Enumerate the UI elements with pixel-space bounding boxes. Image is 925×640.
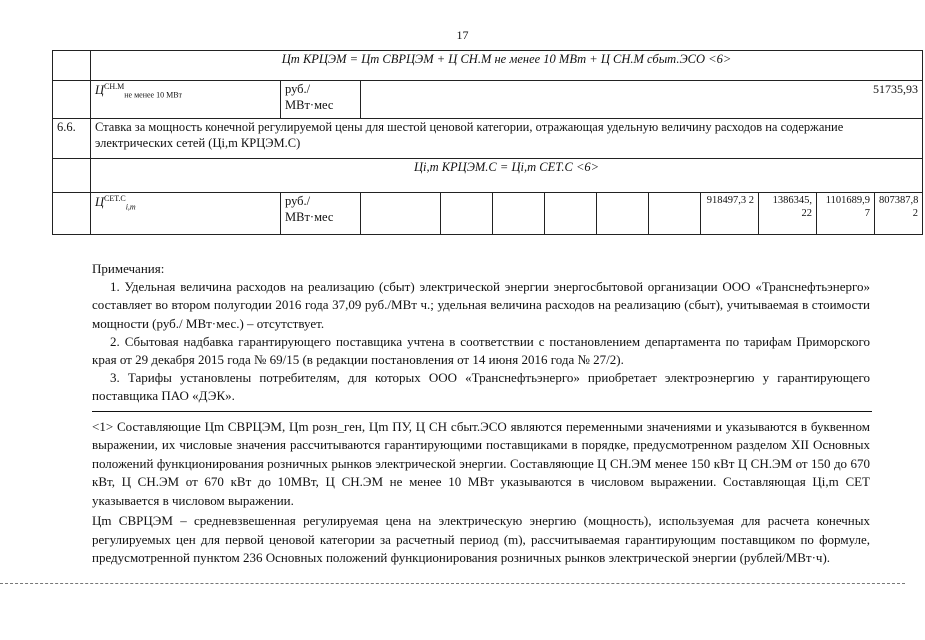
page-number: 17 <box>456 28 469 42</box>
value-cell: 1386345, 22 <box>759 193 817 235</box>
tariff-table <box>52 50 923 235</box>
empty-cell <box>493 193 545 235</box>
row-number-empty <box>53 159 91 193</box>
footnote-svrcem: Цm СВРЦЭМ – средневзвешенная регулируемая цена на электрическую энергию (мощность), используемая для расчета конечных регулируемых цен для первой ценовой категории за расчетный период (m), рассчитываемая гарантирующим поставщиком по формуле, предусмотренной пунктом 236 Основных положений функционирования розничных рынков электрической энергии (рублей/МВт·ч). <box>92 513 870 566</box>
footnotes-section <box>92 418 870 570</box>
note-item: 3. Тарифы установлены потребителям, для которых ООО «Транснефтьэнерго» приобретает электроэнергию у гарантирующего поставщика ПАО «ДЭК». <box>92 370 870 404</box>
notes-title: Примечания: <box>92 261 165 276</box>
symbol-set-c: $Ц^{СЕТ.С}_{i,m}$ <box>91 193 281 235</box>
empty-cell <box>361 193 441 235</box>
notes-section <box>92 260 870 406</box>
dashed-rule <box>0 583 905 584</box>
note-item: 1. Удельная величина расходов на реализацию (сбыт) электрической энергии энергосбытовой организации ООО «Транснефтьэнерго» составляет во втором полугодии 2016 года 37,09 руб./МВт ч.; удельная величина расходов на реализацию (сбыт), учитываемая в стоимости мощности (руб./ МВт·мес.) – отсутствует. <box>92 279 870 331</box>
row-66-description: Ставка за мощность конечной регулируемой цены для шестой ценовой категории, отражающая удельную величину расходов на содержание электрических сетей (Цi,m КРЦЭМ.С) <box>91 119 923 159</box>
empty-cell <box>441 193 493 235</box>
row-number-empty <box>53 51 91 81</box>
row-number-66: 6.6. <box>53 119 91 159</box>
formula-krcem: Цm КРЦЭМ = Цm СВРЦЭМ + Ц СН.М не менее 10 МВт + Ц СН.М сбыт.ЭСО <6> <box>91 51 923 81</box>
formula-krcem-c: Цi,m КРЦЭМ.С = Цi,m СЕТ.С <6> <box>91 159 923 193</box>
row-number-empty <box>53 193 91 235</box>
value-cell: 1101689,9 7 <box>817 193 875 235</box>
unit-cell: руб./ МВт·мес <box>281 81 361 119</box>
row-number-empty <box>53 81 91 119</box>
value-cell: 807387,8 2 <box>875 193 923 235</box>
value-cell: 918497,3 2 <box>701 193 759 235</box>
note-item: 2. Сбытовая надбавка гарантирующего поставщика учтена в соответствии с постановлением департамента по тарифам Приморского края от 29 декабря 2015 года № 69/15 (в редакции постановления от 14 июня 2016 года № 27/2). <box>92 333 870 367</box>
empty-cell <box>597 193 649 235</box>
symbol-sn-m: $Ц^{СН.М}_{не менее 10 МВт}$ <box>91 81 281 119</box>
unit-cell: руб./ МВт·мес <box>281 193 361 235</box>
empty-cell <box>649 193 701 235</box>
empty-cell <box>545 193 597 235</box>
footnote-separator <box>92 411 872 412</box>
value-sn-m: 51735,93 <box>361 81 923 119</box>
footnote-1: <1> Составляющие Цm СВРЦЭМ, Цm розн_ген, Цm ПУ, Ц СН сбыт.ЭСО являются переменными значениями и указываются в буквенном выражении, их числовые значения рассчитываются гарантирующими поставщиками в порядке, предусмотренном разделом XII Основных положений функционирования розничных рынков электрической энергии. Составляющие Ц СН.ЭМ менее 150 кВт Ц СН.ЭМ от 150 до 670 кВт, Ц СН.ЭМ от 670 кВт до 10МВт, Ц СН.ЭМ не менее 10 МВт указываются в числовом выражении. Составляющая Цi,m СЕТ указывается в числовом выражении. <box>92 419 870 508</box>
